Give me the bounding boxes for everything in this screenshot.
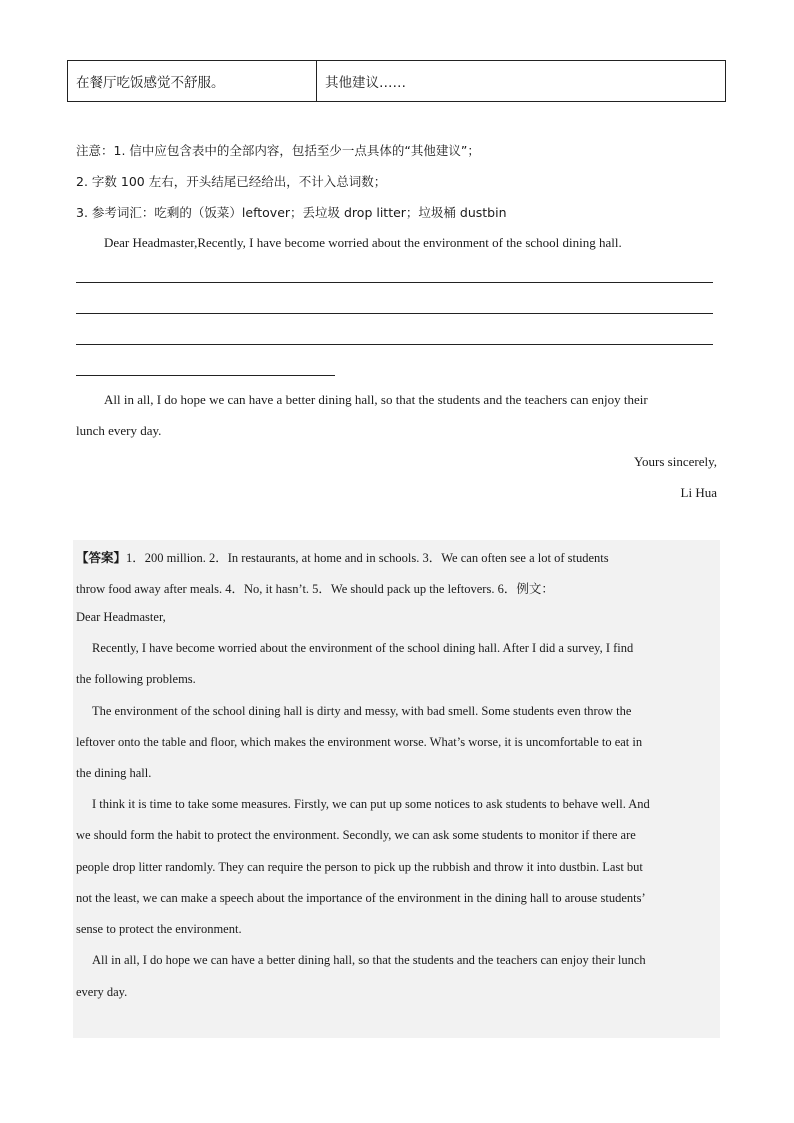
letter-opening: Dear Headmaster,Recently, I have become worried about the environment of the school dining hall. bbox=[104, 235, 622, 250]
note-line-2: 2. 字数 100 左右，开头结尾已经给出，不计入总词数； bbox=[76, 174, 387, 189]
writing-line-4 bbox=[76, 375, 335, 376]
table-cell-suggestion: 其他建议…… bbox=[325, 75, 406, 91]
answer-line-1-text: 1．200 million. 2．In restaurants, at home and in schools. 3．We can often see a lot of students bbox=[126, 551, 609, 565]
letter-closing-line-1: All in all, I do hope we can have a better dining hall, so that the students and the teachers can enjoy their bbox=[104, 392, 648, 407]
answer-line-6: The environment of the school dining hall is dirty and messy, with bad smell. Some students even throw the bbox=[92, 704, 632, 718]
answer-line-5: the following problems. bbox=[76, 672, 196, 686]
letter-closing-line-2: lunch every day. bbox=[76, 423, 162, 438]
answer-line-7: leftover onto the table and floor, which makes the environment worse. What’s worse, it is uncomfortable to eat in bbox=[76, 735, 643, 749]
answer-line-12: not the least, we can make a speech about the importance of the environment in the dining hall to arouse students’ bbox=[76, 891, 646, 905]
answer-line-14: All in all, I do hope we can have a better dining hall, so that the students and the teachers can enjoy their lunch bbox=[92, 953, 646, 967]
letter-signoff: Yours sincerely, bbox=[633, 454, 717, 469]
answer-label: 【答案】 bbox=[76, 550, 127, 565]
table-cell-problem: 在餐厅吃饭感觉不舒服。 bbox=[68, 61, 317, 101]
writing-line-3 bbox=[76, 344, 713, 345]
answer-line-2: throw food away after meals. 4．No, it hasn’t. 5．We should pack up the leftovers. 6．例文： bbox=[76, 582, 554, 596]
answer-line-9: I think it is time to take some measures. Firstly, we can put up some notices to ask students to behave well. And bbox=[92, 797, 650, 811]
answer-line-11: people drop litter randomly. They can require the person to pick up the rubbish and throw it into dustbin. Last but bbox=[76, 860, 643, 874]
answer-line-10: we should form the habit to protect the environment. Secondly, we can ask some students to monitor if there are bbox=[76, 828, 636, 842]
letter-signature: Li Hua bbox=[680, 485, 717, 500]
note-line-1: 注意：1. 信中应包含表中的全部内容，包括至少一点具体的“其他建议”； bbox=[76, 143, 480, 158]
note-line-3: 3. 参考词汇：吃剩的（饭菜）leftover；丢垃圾 drop litter；垃圾桶 dustbin bbox=[76, 205, 507, 220]
hint-table bbox=[67, 60, 726, 102]
answer-line-8: the dining hall. bbox=[76, 766, 152, 780]
answer-line-3: Dear Headmaster, bbox=[76, 610, 166, 624]
answer-line-4: Recently, I have become worried about the environment of the school dining hall. After I did a survey, I find bbox=[92, 641, 634, 655]
writing-line-1 bbox=[76, 282, 713, 283]
answer-line-13: sense to protect the environment. bbox=[76, 922, 242, 936]
answer-line-15: every day. bbox=[76, 985, 128, 999]
writing-line-2 bbox=[76, 313, 713, 314]
answer-line-1 bbox=[76, 548, 609, 566]
